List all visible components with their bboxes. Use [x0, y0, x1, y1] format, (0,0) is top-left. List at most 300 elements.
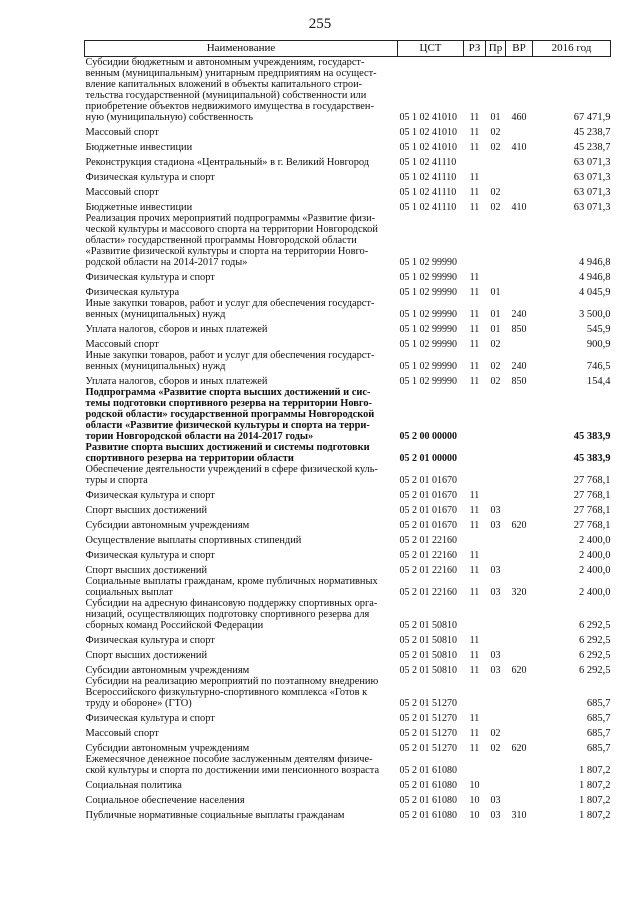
row-cst: 05 1 02 99990	[399, 361, 457, 372]
row-vr	[506, 168, 533, 183]
row-name-line: венных (муниципальных) нужд	[85, 361, 226, 372]
row-vr	[506, 646, 533, 661]
row-amount: 6 292,5	[579, 665, 611, 676]
row-pr	[486, 531, 506, 546]
table-row	[85, 213, 611, 268]
table-row	[85, 442, 611, 464]
row-rz: 11	[469, 520, 480, 531]
row-amount: 63 071,3	[573, 172, 611, 183]
row-amount: 154,4	[586, 376, 611, 387]
table-row	[85, 57, 611, 124]
row-name	[85, 387, 398, 442]
row-cst: 05 1 02 41010	[399, 142, 457, 153]
row-vr: 620	[511, 520, 527, 531]
row-name	[85, 576, 398, 598]
row-rz	[464, 442, 486, 464]
row-pr: 02	[490, 187, 501, 198]
row-name	[85, 372, 398, 387]
row-rz: 11	[469, 202, 480, 213]
row-cst: 05 2 01 50810	[399, 620, 457, 631]
row-rz	[464, 213, 486, 268]
row-name-line: сборных команд Российской Федерации	[85, 620, 264, 631]
row-rz: 11	[469, 728, 480, 739]
row-name	[85, 561, 398, 576]
row-name-line: труду и обороне» (ГТО)	[85, 698, 192, 709]
row-pr	[486, 153, 506, 168]
row-vr	[506, 791, 533, 806]
header-name: Наименование	[85, 41, 398, 57]
row-name-line: Физическая культура и спорт	[85, 550, 215, 561]
row-vr: 310	[511, 810, 527, 821]
row-name-line: Массовый спорт	[85, 339, 159, 350]
row-rz: 11	[469, 650, 480, 661]
row-amount: 2 400,0	[579, 565, 611, 576]
row-amount: 6 292,5	[579, 635, 611, 646]
row-name	[85, 335, 398, 350]
row-name	[85, 661, 398, 676]
row-vr	[506, 442, 533, 464]
row-rz	[464, 387, 486, 442]
row-rz: 11	[469, 713, 480, 724]
table-row	[85, 546, 611, 561]
row-cst: 05 2 01 61080	[399, 780, 457, 791]
table-row	[85, 486, 611, 501]
row-amount: 2 400,0	[579, 535, 611, 546]
row-cst: 05 2 01 50810	[399, 665, 457, 676]
row-amount: 4 946,8	[579, 257, 611, 268]
row-pr: 02	[490, 127, 501, 138]
row-pr: 03	[490, 795, 501, 806]
row-pr	[486, 776, 506, 791]
row-vr: 620	[511, 665, 527, 676]
row-pr: 02	[490, 361, 501, 372]
row-pr: 02	[490, 728, 501, 739]
row-name-line: Субсидии автономным учреждениям	[85, 665, 250, 676]
row-vr	[506, 531, 533, 546]
table-row	[85, 739, 611, 754]
row-name-line: низаций, осуществляющих подготовку спортивного резерва для	[85, 609, 370, 620]
row-name-line: социальных выплат	[85, 587, 173, 598]
row-name	[85, 198, 398, 213]
row-name-line: Осуществление выплаты спортивных стипендий	[85, 535, 302, 546]
row-vr	[506, 709, 533, 724]
table-row	[85, 464, 611, 486]
row-rz: 10	[469, 795, 480, 806]
row-amount: 1 807,2	[579, 780, 611, 791]
row-vr	[506, 464, 533, 486]
row-pr: 02	[490, 202, 501, 213]
row-cst: 05 2 01 01670	[399, 490, 457, 501]
row-name-line: Уплата налогов, сборов и иных платежей	[85, 376, 268, 387]
row-name-line: Публичные нормативные социальные выплаты гражданам	[85, 810, 345, 821]
row-name	[85, 754, 398, 776]
row-amount: 27 768,1	[573, 505, 611, 516]
row-cst: 05 1 02 41110	[399, 187, 457, 198]
row-name	[85, 516, 398, 531]
row-amount: 545,9	[586, 324, 611, 335]
page-number: 255	[308, 16, 332, 32]
row-name-line: области» государственной программы Новгородской области	[85, 235, 357, 246]
row-name	[85, 631, 398, 646]
row-name	[85, 531, 398, 546]
row-name	[85, 138, 398, 153]
row-vr	[506, 598, 533, 631]
row-rz: 11	[469, 187, 480, 198]
row-cst: 05 2 01 01670	[399, 520, 457, 531]
row-pr: 03	[490, 810, 501, 821]
row-vr	[506, 213, 533, 268]
row-vr	[506, 183, 533, 198]
row-name-line: Физическая культура и спорт	[85, 713, 215, 724]
row-cst: 05 1 02 41110	[399, 202, 457, 213]
row-name	[85, 153, 398, 168]
row-cst: 05 2 01 51270	[399, 698, 457, 709]
row-name	[85, 183, 398, 198]
row-rz: 10	[469, 780, 480, 791]
row-cst: 05 2 01 61080	[399, 795, 457, 806]
header-vr: ВР	[506, 41, 533, 57]
row-rz: 11	[469, 665, 480, 676]
table-row	[85, 676, 611, 709]
row-cst: 05 2 01 50810	[399, 635, 457, 646]
row-amount: 45 383,9	[573, 453, 611, 464]
row-name	[85, 486, 398, 501]
table-row	[85, 661, 611, 676]
row-cst: 05 1 02 99990	[399, 324, 457, 335]
row-name	[85, 546, 398, 561]
row-rz: 11	[469, 635, 480, 646]
row-amount: 67 471,9	[573, 112, 611, 123]
row-amount: 685,7	[586, 698, 611, 709]
row-name	[85, 464, 398, 486]
header-cst: ЦСТ	[398, 41, 464, 57]
row-pr	[486, 268, 506, 283]
row-name-line: Реализация прочих мероприятий подпрограммы «Развитие физи-	[85, 213, 376, 224]
row-name-line: «Развитие физической культуры и спорта на территории Новго-	[85, 246, 369, 257]
row-vr	[506, 631, 533, 646]
row-name-line: Социальное обеспечение населения	[85, 795, 245, 806]
row-name	[85, 806, 398, 821]
row-name	[85, 213, 398, 268]
row-pr	[486, 387, 506, 442]
row-name-line: Субсидии автономным учреждениям	[85, 520, 250, 531]
row-name	[85, 298, 398, 320]
row-pr: 03	[490, 520, 501, 531]
row-pr	[486, 486, 506, 501]
row-name-line: вление капитальных вложений в объекты капитального строи-	[85, 79, 363, 90]
row-name-line: Бюджетные инвестиции	[85, 202, 193, 213]
row-name-line: Физическая культура и спорт	[85, 172, 215, 183]
row-pr	[486, 546, 506, 561]
row-name-line: родской области» государственной программы Новгородской	[85, 409, 375, 420]
row-name-line: Физическая культура	[85, 287, 180, 298]
row-name-line: Массовый спорт	[85, 728, 159, 739]
row-amount: 27 768,1	[573, 475, 611, 486]
row-rz	[464, 464, 486, 486]
row-name-line: Массовый спорт	[85, 127, 159, 138]
row-name-line: Социальная политика	[85, 780, 182, 791]
table-row	[85, 183, 611, 198]
row-cst: 05 2 01 51270	[399, 728, 457, 739]
row-name-line: Иные закупки товаров, работ и услуг для обеспечения государст-	[85, 350, 375, 361]
row-name-line: Всероссийского физкультурно-спортивного комплекса «Готов к	[85, 687, 368, 698]
row-vr	[506, 676, 533, 709]
row-vr: 410	[511, 202, 527, 213]
table-row	[85, 776, 611, 791]
row-cst: 05 1 02 99990	[399, 339, 457, 350]
row-pr: 03	[490, 565, 501, 576]
row-amount: 3 500,0	[579, 309, 611, 320]
row-name-line: тории Новгородской области на 2014-2017 годы»	[85, 431, 314, 442]
row-amount: 6 292,5	[579, 620, 611, 631]
row-amount: 900,9	[586, 339, 611, 350]
row-vr: 240	[511, 361, 527, 372]
row-name	[85, 168, 398, 183]
row-cst: 05 2 01 22160	[399, 565, 457, 576]
row-cst: 05 1 02 41010	[399, 127, 457, 138]
row-cst: 05 1 02 99990	[399, 257, 457, 268]
table-row	[85, 531, 611, 546]
row-name-line: темы подготовки спортивного резерва на территории Новго-	[85, 398, 372, 409]
row-pr: 01	[490, 309, 501, 320]
row-vr: 850	[511, 376, 527, 387]
row-name-line: спортивного резерва на территории области	[85, 453, 294, 464]
row-amount: 63 071,3	[573, 202, 611, 213]
row-name	[85, 320, 398, 335]
row-vr	[506, 546, 533, 561]
row-vr	[506, 268, 533, 283]
row-name-line: Физическая культура и спорт	[85, 272, 215, 283]
table-row	[85, 724, 611, 739]
row-rz: 11	[469, 587, 480, 598]
row-name-line: Субсидии на адресную финансовую поддержку спортивных орга-	[85, 598, 378, 609]
row-vr	[506, 153, 533, 168]
table-row	[85, 501, 611, 516]
row-name-line: Ежемесячное денежное пособие заслуженным деятелям физиче-	[85, 754, 373, 765]
row-pr: 02	[490, 339, 501, 350]
row-name-line: Обеспечение деятельности учреждений в сфере физической куль-	[85, 464, 378, 475]
row-cst: 05 2 01 51270	[399, 713, 457, 724]
table-row	[85, 576, 611, 598]
row-rz: 11	[469, 565, 480, 576]
row-pr: 02	[490, 142, 501, 153]
row-cst: 05 2 01 50810	[399, 650, 457, 661]
table-row	[85, 561, 611, 576]
row-rz: 11	[469, 272, 480, 283]
row-pr: 02	[490, 376, 501, 387]
row-rz: 11	[469, 287, 480, 298]
row-cst: 05 2 01 61080	[399, 810, 457, 821]
row-name	[85, 739, 398, 754]
row-vr	[506, 387, 533, 442]
row-rz: 11	[469, 550, 480, 561]
row-pr	[486, 631, 506, 646]
row-name-line: Подпрограмма «Развитие спорта высших достижений и сис-	[85, 387, 371, 398]
table-row	[85, 806, 611, 821]
row-name-line: Иные закупки товаров, работ и услуг для обеспечения государст-	[85, 298, 375, 309]
row-rz: 11	[469, 142, 480, 153]
row-vr: 410	[511, 142, 527, 153]
row-vr	[506, 486, 533, 501]
row-vr: 460	[511, 112, 527, 123]
row-pr	[486, 168, 506, 183]
row-name-line: ской культуры и спорта по достижении ими пенсионного возраста	[85, 765, 380, 776]
row-cst: 05 1 02 99990	[399, 272, 457, 283]
row-pr	[486, 464, 506, 486]
table-row	[85, 138, 611, 153]
row-rz: 11	[469, 112, 480, 123]
table-row	[85, 283, 611, 298]
row-rz	[464, 598, 486, 631]
row-name	[85, 268, 398, 283]
row-name-line: ческой культуры и массового спорта на территории Новгородской	[85, 224, 378, 235]
table-body	[85, 57, 611, 822]
row-name	[85, 501, 398, 516]
row-amount: 63 071,3	[573, 187, 611, 198]
row-cst: 05 2 01 01670	[399, 505, 457, 516]
row-name-line: ную (муниципальную) собственность	[85, 112, 254, 123]
row-amount: 1 807,2	[579, 765, 611, 776]
row-rz: 11	[469, 505, 480, 516]
row-name-line: Бюджетные инвестиции	[85, 142, 193, 153]
header-pr: Пр	[486, 41, 506, 57]
row-pr	[486, 213, 506, 268]
row-amount: 2 400,0	[579, 550, 611, 561]
row-pr: 03	[490, 587, 501, 598]
row-cst: 05 2 01 22160	[399, 550, 457, 561]
row-amount: 4 045,9	[579, 287, 611, 298]
row-cst: 05 2 01 22160	[399, 535, 457, 546]
row-amount: 45 238,7	[573, 142, 611, 153]
row-amount: 685,7	[586, 713, 611, 724]
row-name-line: Спорт высших достижений	[85, 650, 208, 661]
row-vr	[506, 561, 533, 576]
row-name-line: венным (муниципальным) унитарным предприятиям на осущест-	[85, 68, 377, 79]
row-rz: 10	[469, 810, 480, 821]
row-cst: 05 1 02 41010	[399, 112, 457, 123]
row-cst: 05 2 01 01670	[399, 475, 457, 486]
row-cst: 05 1 02 41110	[399, 172, 457, 183]
row-cst: 05 1 02 99990	[399, 376, 457, 387]
row-amount: 45 238,7	[573, 127, 611, 138]
row-vr: 320	[511, 587, 527, 598]
row-name-line: области «Развитие физической культуры и спорта на терри-	[85, 420, 370, 431]
row-name-line: Физическая культура и спорт	[85, 490, 215, 501]
row-vr: 620	[511, 743, 527, 754]
table-row	[85, 198, 611, 213]
row-name-line: Субсидии автономным учреждениям	[85, 743, 250, 754]
table-row	[85, 646, 611, 661]
table-row	[85, 387, 611, 442]
row-rz	[464, 676, 486, 709]
row-name-line: приобретение объектов недвижимого имущества в государствен-	[85, 101, 374, 112]
row-name-line: венных (муниципальных) нужд	[85, 309, 226, 320]
row-name-line: Спорт высших достижений	[85, 505, 208, 516]
row-name-line: туры и спорта	[85, 475, 148, 486]
row-pr: 02	[490, 743, 501, 754]
row-name-line: Субсидии на реализацию мероприятий по поэтапному внедрению	[85, 676, 379, 687]
row-name	[85, 724, 398, 739]
row-name-line: Массовый спорт	[85, 187, 159, 198]
row-name-line: Спорт высших достижений	[85, 565, 208, 576]
row-cst: 05 2 01 22160	[399, 587, 457, 598]
row-amount: 1 807,2	[579, 795, 611, 806]
row-rz: 11	[469, 490, 480, 501]
row-name	[85, 442, 398, 464]
row-vr	[506, 283, 533, 298]
row-name	[85, 598, 398, 631]
row-vr	[506, 776, 533, 791]
row-vr	[506, 335, 533, 350]
row-pr: 03	[490, 650, 501, 661]
row-name	[85, 776, 398, 791]
row-pr	[486, 709, 506, 724]
row-pr	[486, 754, 506, 776]
row-rz: 11	[469, 127, 480, 138]
table-row	[85, 791, 611, 806]
row-rz: 11	[469, 324, 480, 335]
row-pr: 01	[490, 112, 501, 123]
row-vr	[506, 724, 533, 739]
table-row	[85, 754, 611, 776]
table-row	[85, 598, 611, 631]
row-cst: 05 2 01 51270	[399, 743, 457, 754]
table-row	[85, 153, 611, 168]
row-amount: 2 400,0	[579, 587, 611, 598]
row-name-line: Развитие спорта высших достижений и системы подготовки	[85, 442, 370, 453]
row-cst: 05 2 01 00000	[399, 453, 457, 464]
row-name-line: Физическая культура и спорт	[85, 635, 215, 646]
table-row	[85, 516, 611, 531]
table-row	[85, 372, 611, 387]
row-cst: 05 1 02 41110	[399, 157, 457, 168]
row-amount: 4 946,8	[579, 272, 611, 283]
row-pr: 03	[490, 665, 501, 676]
row-name-line: Реконструкция стадиона «Центральный» в г. Великий Новгород	[85, 157, 370, 168]
row-amount: 27 768,1	[573, 490, 611, 501]
header-rz: РЗ	[464, 41, 486, 57]
row-name-line: тельства государственной (муниципальной) собственности или	[85, 90, 367, 101]
row-pr: 03	[490, 505, 501, 516]
row-name	[85, 646, 398, 661]
header-year: 2016 год	[533, 41, 611, 57]
row-vr	[506, 123, 533, 138]
row-amount: 685,7	[586, 743, 611, 754]
row-amount: 63 071,3	[573, 157, 611, 168]
row-name	[85, 57, 398, 124]
row-cst: 05 1 02 99990	[399, 309, 457, 320]
row-amount: 45 383,9	[573, 431, 611, 442]
table-row	[85, 335, 611, 350]
row-pr	[486, 442, 506, 464]
row-rz: 11	[469, 361, 480, 372]
row-amount: 1 807,2	[579, 810, 611, 821]
row-pr: 01	[490, 287, 501, 298]
table-row	[85, 298, 611, 320]
row-name	[85, 283, 398, 298]
row-name	[85, 709, 398, 724]
row-name-line: Субсидии бюджетным и автономным учреждениям, государст-	[85, 57, 365, 68]
row-rz: 11	[469, 172, 480, 183]
row-amount: 685,7	[586, 728, 611, 739]
row-cst: 05 2 00 00000	[399, 431, 457, 442]
row-vr: 240	[511, 309, 527, 320]
table-row	[85, 350, 611, 372]
row-name	[85, 791, 398, 806]
row-name	[85, 123, 398, 138]
row-pr	[486, 676, 506, 709]
row-amount: 27 768,1	[573, 520, 611, 531]
